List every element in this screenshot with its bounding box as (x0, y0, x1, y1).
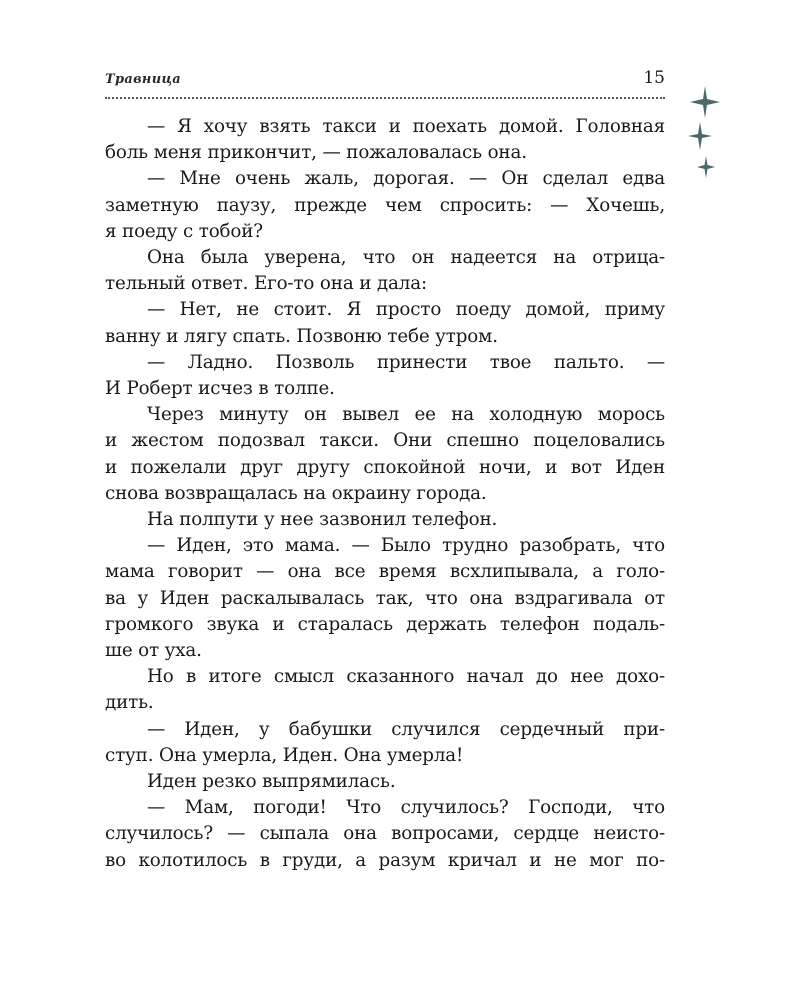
text-line: Через минуту он вывел ее на холодную морось (147, 404, 665, 426)
text-line: заметную паузу, прежде чем спросить: — Хочешь, (105, 194, 665, 216)
text-line: — Иден, у бабушки случился сердечный при- (147, 718, 665, 740)
text-line: во колотилось в груди, а разум кричал и не мог по- (105, 849, 665, 871)
text-line: — Нет, не стоит. Я просто поеду домой, приму (147, 299, 665, 321)
text-line: На полпути у нее зазвонил телефон. (147, 509, 498, 531)
running-header (105, 66, 665, 102)
text-line: — Иден, это мама. — Было трудно разобрать, что (147, 535, 665, 557)
text-line: ванну и лягу спать. Позвоню тебе утром. (105, 325, 498, 347)
text-line: и жестом подозвал такси. Они спешно поцеловались (105, 430, 665, 452)
text-line: И Роберт исчез в толпе. (105, 378, 335, 400)
text-line: ступ. Она умерла, Иден. Она умерла! (105, 744, 464, 766)
text-line: мама говорит — она все время всхлипывала, а голо- (105, 561, 665, 583)
text-line: снова возвращалась на окраину города. (105, 482, 487, 504)
body-text (105, 114, 665, 874)
text-line: громкого звука и старалась держать телефон подаль- (105, 613, 665, 635)
text-line: Но в итоге смысл сказанного начал до нее дохо- (147, 666, 665, 688)
text-line: случилось? — сыпала она вопросами, сердце неисто- (105, 823, 665, 845)
text-line: — Ладно. Позволь принести твое пальто. — (147, 351, 665, 373)
text-line: ше от уха. (105, 640, 202, 662)
text-line: тельный ответ. Его-то она и дала: (105, 273, 428, 295)
sparkle-stars-icon (680, 86, 730, 186)
text-line: — Мне очень жаль, дорогая. — Он сделал едва (147, 168, 665, 190)
running-title: Травница (105, 72, 181, 87)
text-line: боль меня прикончит, — пожаловалась она. (105, 142, 527, 164)
text-line: и пожелали друг другу спокойной ночи, и вот Иден (105, 456, 665, 478)
header-dotted-rule (105, 97, 665, 99)
text-line: — Мам, погоди! Что случилось? Господи, что (147, 797, 665, 819)
text-line: я поеду с тобой? (105, 220, 263, 242)
text-line: — Я хочу взять такси и поехать домой. Головная (147, 116, 665, 137)
text-line: ва у Иден раскалывалась так, что она вздрагивала от (105, 587, 665, 609)
text-line: Она была уверена, что он надеется на отрица- (147, 247, 665, 269)
text-line: дить. (105, 692, 154, 714)
text-line: Иден резко выпрямилась. (147, 771, 396, 793)
page-number: 15 (643, 68, 665, 88)
